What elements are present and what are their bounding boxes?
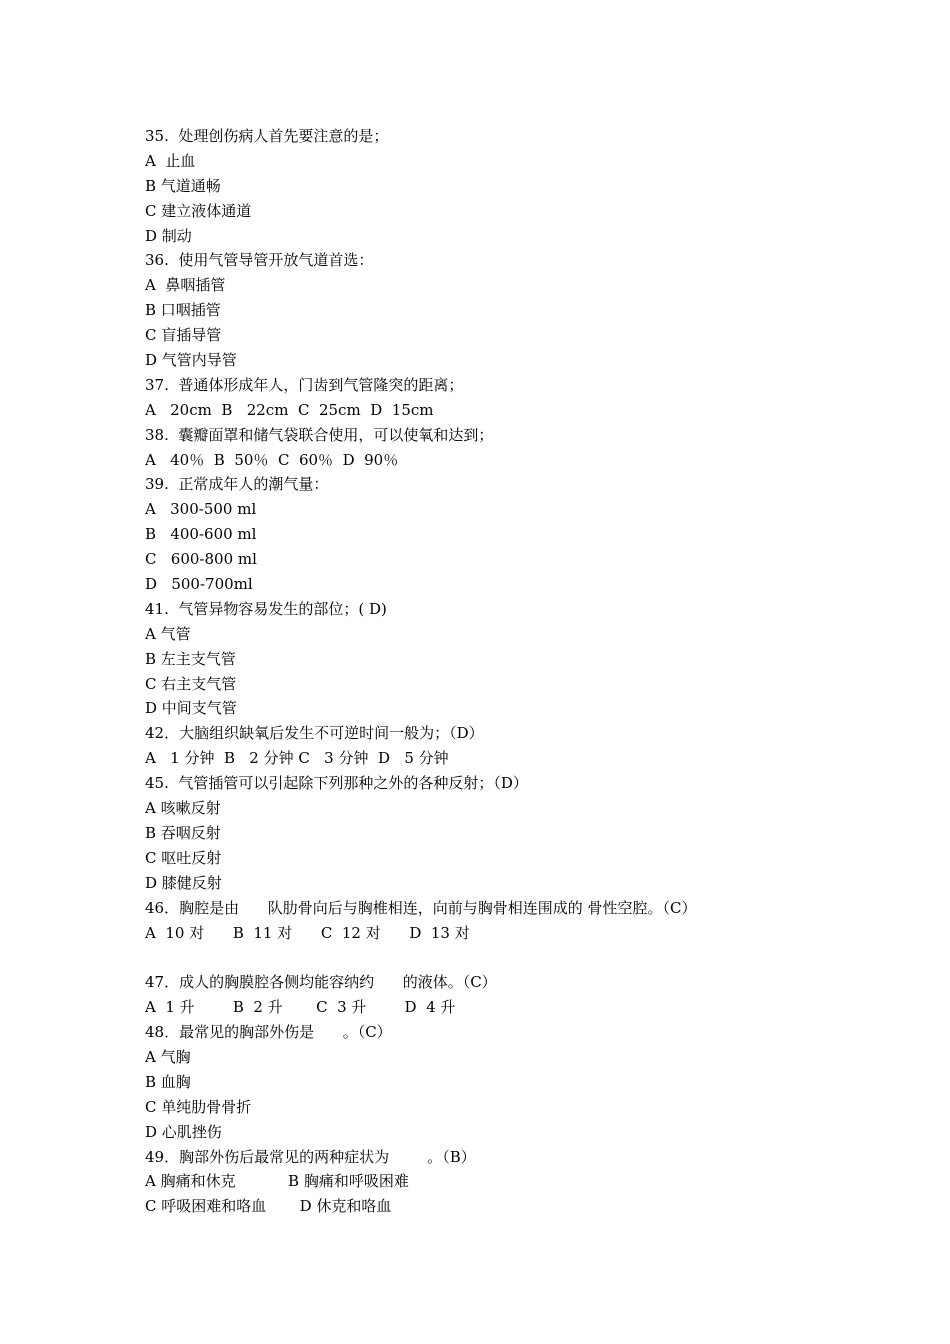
blank-line (145, 945, 865, 970)
text-line: A 10 对 B 11 对 C 12 对 D 13 对 (145, 923, 470, 942)
text-line: 48．最常见的胸部外伤是 。（C） (145, 1023, 392, 1042)
text-line: D 制动 (145, 226, 192, 245)
text-line: C 盲插导管 (145, 326, 222, 345)
text-line: B 口咽插管 (145, 301, 221, 320)
text-line: 36. 使用气管导管开放气道首选： (145, 251, 374, 270)
text-line: B 左主支气管 (145, 649, 236, 668)
text-line: B 400-600 ml (145, 525, 257, 544)
text-line: C 单纯肋骨骨折 (145, 1097, 252, 1116)
text-line: A 气胸 (145, 1047, 191, 1066)
text-line: C 呕吐反射 (145, 848, 222, 867)
document-body (145, 124, 865, 1219)
text-line: 45. 气管插管可以引起除下列那种之外的各种反射；（D） (145, 774, 528, 793)
text-line: A 40％ B 50％ C 60％ D 90％ (145, 450, 399, 469)
text-line: 41. 气管异物容易发生的部位；( D) (145, 599, 387, 618)
text-line: C 建立液体通道 (145, 201, 252, 220)
text-line: 49．胸部外伤后最常见的两种症状为 。（B） (145, 1147, 476, 1166)
text-line: B 吞咽反射 (145, 823, 221, 842)
text-line: 35. 处理创伤病人首先要注意的是； (145, 127, 389, 145)
text-line: D 中间支气管 (145, 699, 237, 718)
text-line: 37. 普通体形成年人，门齿到气管隆突的距离； (145, 375, 464, 394)
text-line: A 胸痛和休克 B 胸痛和呼吸困难 (145, 1172, 409, 1191)
text-line: A 咳嗽反射 (145, 799, 221, 818)
text-line: 42．大脑组织缺氧后发生不可逆时间一般为；（D） (145, 724, 484, 743)
text-line: 38. 囊瓣面罩和储气袋联合使用，可以使氧和达到； (145, 425, 494, 444)
text-line: A 20cm B 22cm C 25cm D 15cm (145, 400, 434, 419)
text-line: A 气管 (145, 624, 191, 643)
text-line: 47．成人的胸膜腔各侧均能容纳约 的液体。（C） (145, 973, 497, 992)
text-line: C 600-800 ml (145, 550, 257, 569)
text-line: D 膝健反射 (145, 873, 222, 892)
text-line: A 1 升 B 2 升 C 3 升 D 4 升 (145, 998, 456, 1017)
text-line: A 鼻咽插管 (145, 276, 226, 295)
text-line: B 血胸 (145, 1072, 191, 1091)
text-line: B 气道通畅 (145, 176, 221, 195)
text-line: D 气管内导管 (145, 351, 237, 370)
text-line: 46．胸腔是由 队肋骨向后与胸椎相连，向前与胸骨相连围成的 骨性空腔。（C） (145, 898, 697, 917)
text-line: D 心肌挫伤 (145, 1122, 222, 1141)
text-line: D 500-700ml (145, 575, 253, 594)
text-line: 39. 正常成年人的潮气量： (145, 475, 329, 494)
text-line: C 呼吸困难和咯血 D 休克和咯血 (145, 1197, 392, 1216)
text-line: C 右主支气管 (145, 674, 237, 693)
text-line: A 300-500 ml (145, 500, 257, 519)
text-line: A 1 分钟 B 2 分钟 C 3 分钟 D 5 分钟 (145, 749, 449, 768)
text-line: A 止血 (145, 151, 196, 170)
